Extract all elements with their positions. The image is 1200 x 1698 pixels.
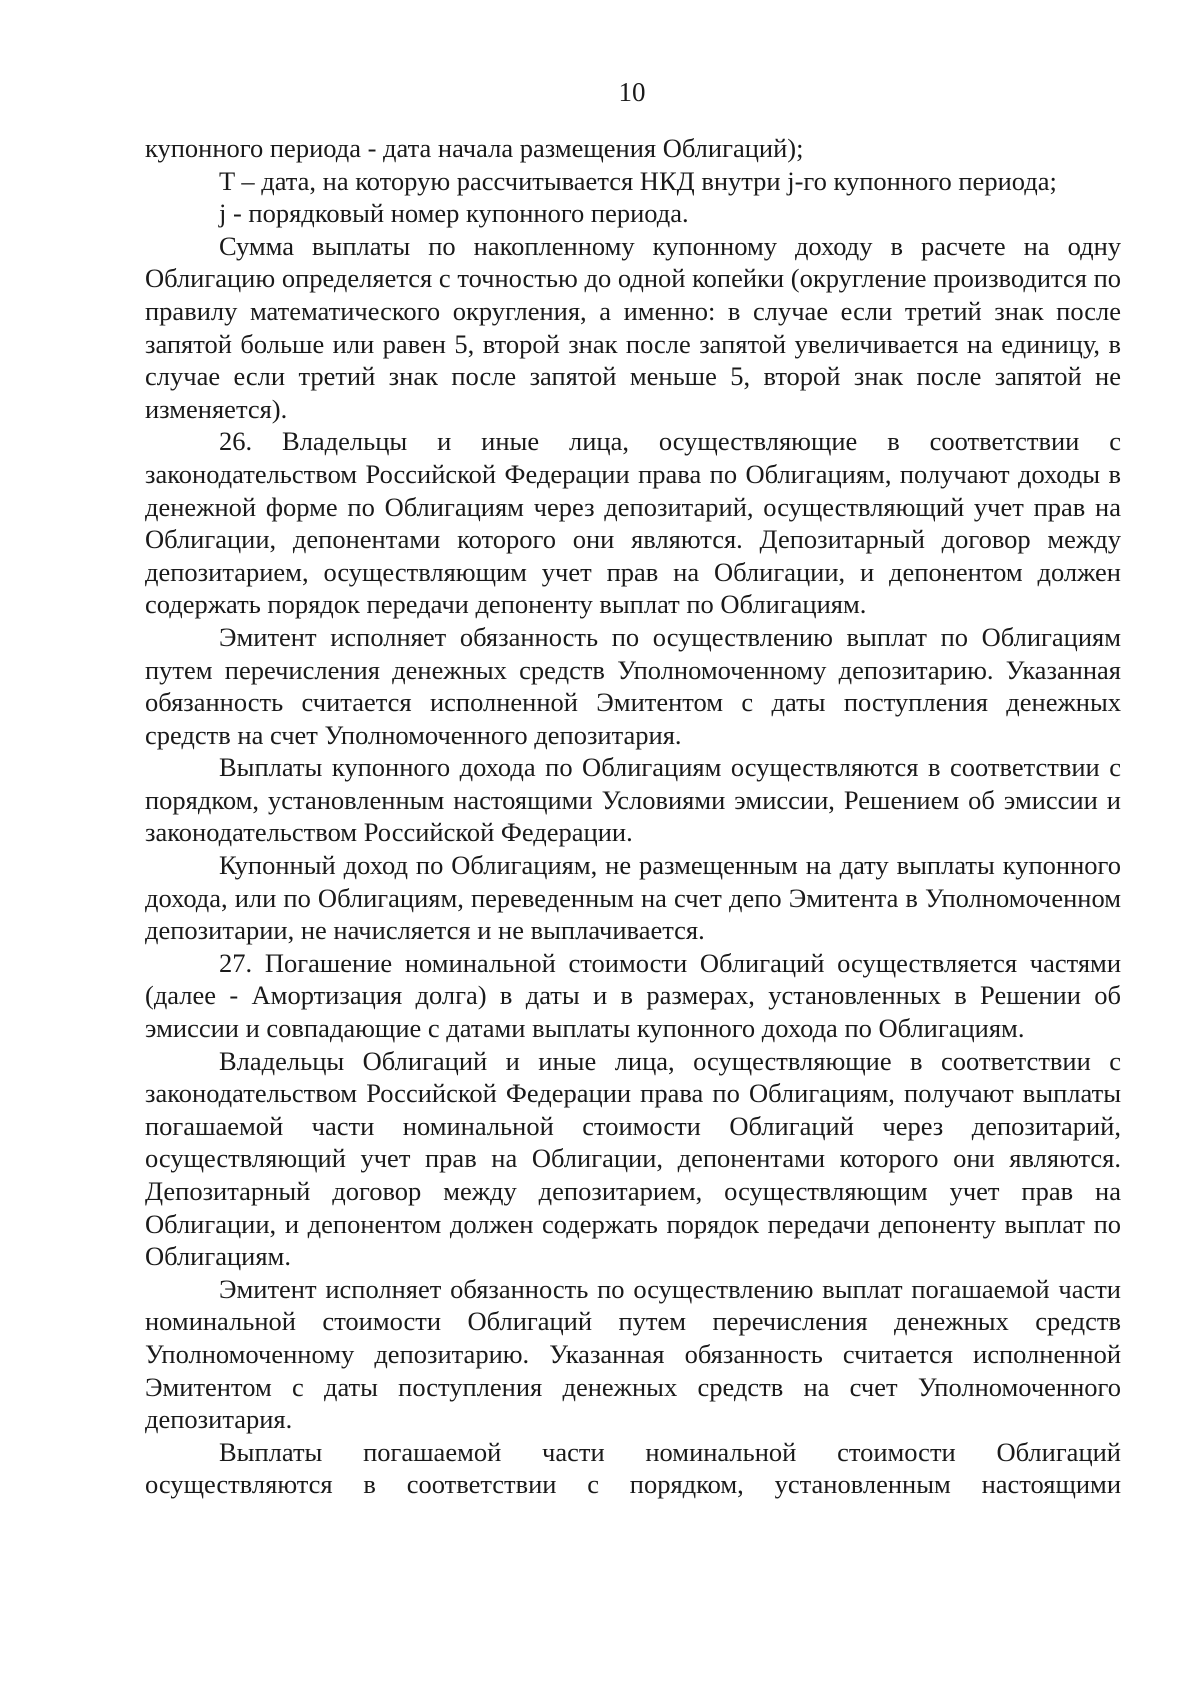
paragraph-coupon-payments: Выплаты купонного дохода по Облигациям осуществляются в соответствии с порядком, установленным настоящими Условиями эмиссии, Решением об эмиссии и законодательством Российской Федерации. bbox=[145, 752, 1121, 848]
paragraph-amortization-payments: Выплаты погашаемой части номинальной стоимости Облигаций осуществляются в соответствии с порядком, установленным настоящими bbox=[145, 1436, 1121, 1500]
paragraph-issuer-amortization-obligation: Эмитент исполняет обязанность по осуществлению выплат погашаемой части номинальной стоимости Облигаций путем перечисления денежных средств Уполномоченному депозитарию. Указанная обязанность считается исполненной Эмитентом с даты поступления денежных средств на счет Уполномоченного депозитария. bbox=[145, 1273, 1121, 1435]
paragraph-rounding-rule: Сумма выплаты по накопленному купонному доходу в расчете на одну Облигацию определяется с точностью до одной копейки (округление производится по правилу математического округления, а именно: в случае если третий знак после запятой больше или равен 5, второй знак после запятой увеличивается на единицу, в случае если третий знак после запятой меньше 5, второй знак после запятой не изменяется). bbox=[145, 230, 1121, 424]
document-body bbox=[145, 132, 1121, 1501]
paragraph-definition-j: j - порядковый номер купонного периода. bbox=[219, 198, 689, 229]
page-number: 10 bbox=[618, 77, 646, 107]
paragraph-coupon-not-accrued: Купонный доход по Облигациям, не размещенным на дату выплаты купонного дохода, или по Облигациям, переведенным на счет депо Эмитента в Уполномоченном депозитарии, не начисляется и не выплачивается. bbox=[145, 850, 1121, 946]
paragraph-owners-payments: Владельцы Облигаций и иные лица, осуществляющие в соответствии с законодательством Российской Федерации права по Облигациям, получают выплаты погашаемой части номинальной стоимости Облигаций через депозитарий, осуществляющий учет прав на Облигации, депонентами которого они являются. Депозитарный договор между депозитарием, осуществляющим учет прав на Облигации, и депонентом должен содержать порядок передачи депоненту выплат по Облигациям. bbox=[145, 1045, 1121, 1272]
paragraph-definition-t: T – дата, на которую рассчитывается НКД внутри j-го купонного периода; bbox=[219, 165, 1057, 196]
paragraph-continuation: купонного периода - дата начала размещения Облигаций); bbox=[145, 133, 804, 163]
paragraph-clause-27: 27. Погашение номинальной стоимости Облигаций осуществляется частями (далее - Амортизация долга) в даты и в размерах, установленных в Решении об эмиссии и совпадающие с датами выплаты купонного дохода по Облигациям. bbox=[145, 947, 1121, 1044]
paragraph-issuer-obligation: Эмитент исполняет обязанность по осуществлению выплат по Облигациям путем перечисления денежных средств Уполномоченному депозитарию. Указанная обязанность считается исполненной Эмитентом с даты поступления денежных средств на счет Уполномоченного депозитария. bbox=[145, 621, 1121, 750]
paragraph-clause-26: 26. Владельцы и иные лица, осуществляющие в соответствии с законодательством Российской Федерации права по Облигациям, получают доходы в денежной форме по Облигациям через депозитарий, осуществляющий учет прав на Облигации, депонентами которого они являются. Депозитарный договор между депозитарием, осуществляющим учет прав на Облигации, и депонентом должен содержать порядок передачи депоненту выплат по Облигациям. bbox=[145, 426, 1121, 620]
